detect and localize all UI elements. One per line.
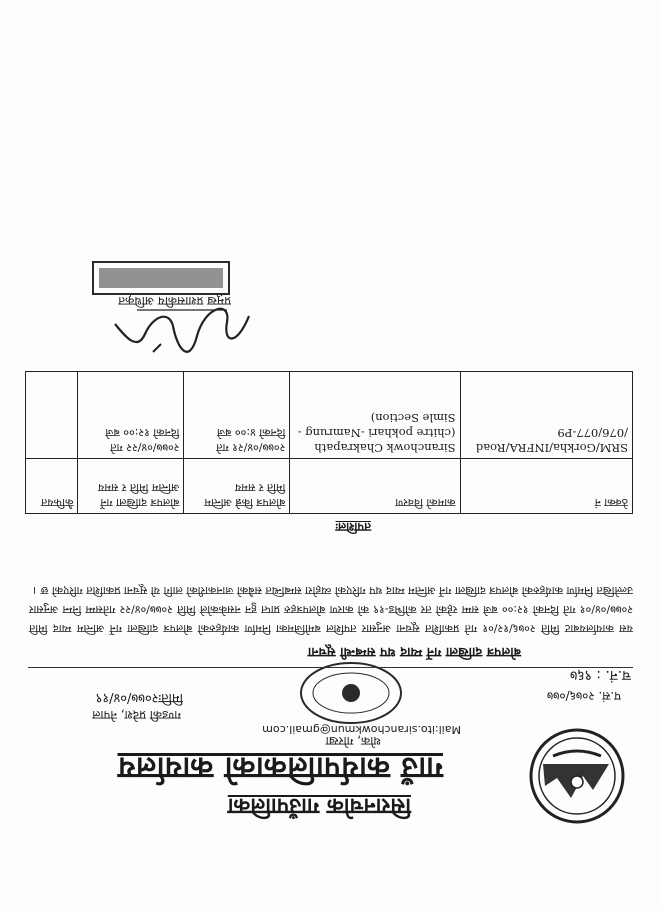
col-purchase-deadline: बोलपत्र किन्ने अन्तिम मिति र समय [184,459,290,514]
cell-remarks [26,372,78,459]
office-name: गाउँ कार्यपालिकाको कार्यालय [117,750,443,785]
notice-body: यस कार्यालयबाट मिति २०७६/१२/०१ गते प्रकाशित सूचना अनुसार तपशिल बमोजिमका निर्माण कार्यहरुको बोलपत्र दाखिला गर्ने अन्तिम म्याद मिति २०७७/०४/०१ गते दिनको १२:०० बजे सम्म रहेको तर कोभिड-१९ को कारण बोलपत्रहरु प्राप्त हुन नसकेकोले मिति २०७७/०४/२२ गतेसम्म निम्न अनुसार उल्लेखित निर्माण कार्यहरुको बोलपत्र दाखिला गर्ने अन्तिम म्याद थप गरिएको व्यहोरा सम्बन्धित सबैको जानकारीको लागि यो सूचना प्रकाशित गरिएको छ । [29,584,633,635]
cell-contract-no: SRM/Gorkha/INFRA/Road /076/077-P9 [460,372,632,459]
cell-work-description: Siranchowk Chakrapath (chitre pokhari -Namrung -Simle Section) [290,372,460,459]
office-seal-stamp [296,658,406,728]
header-divider [28,667,633,668]
table-header-row [26,459,633,514]
tender-schedule-table [25,371,633,514]
col-remarks: कैफियत [26,459,78,514]
dispatch-number: च.नं. : ९६७ [569,667,631,683]
office-province: गण्डकी प्रदेश, नेपाल [92,708,181,722]
municipality-emblem-icon [527,726,627,826]
notice-title: बोलपत्र दाखिला गर्ने म्याद थप सम्बन्धी सूचना [307,644,521,659]
municipality-name: सिरानचोक गाउँपालिका [227,793,411,818]
col-submission-deadline: बोलपत्र दाखिला गर्ने अन्तिम मिति र समय [78,459,184,514]
office-address: थोक, गोरखा [325,734,381,748]
office-email: Mail:ito.siranchowkmun@gmail.com [262,723,461,736]
col-contract-no: ठेक्का नं [460,459,632,514]
designation-stamp [91,258,231,298]
cell-submission-deadline: २०७७/०४/२२ गते दिनको १२:०० बजे [78,372,184,459]
table-row [26,372,633,459]
table-label: तपशिलः [335,520,371,534]
letter-reference-number: प.सं. २०७६/०७७ [546,689,621,703]
col-work-description: कामको विवरण [290,459,460,514]
signatory-title: प्रमुख प्रशासकीय अधिकृत [118,294,231,308]
cell-purchase-deadline: २०७७/०४/२१ गते दिनको ४:०० बजे [184,372,290,459]
letter-date: मितिः२०७७/०४/१९ [95,690,183,705]
